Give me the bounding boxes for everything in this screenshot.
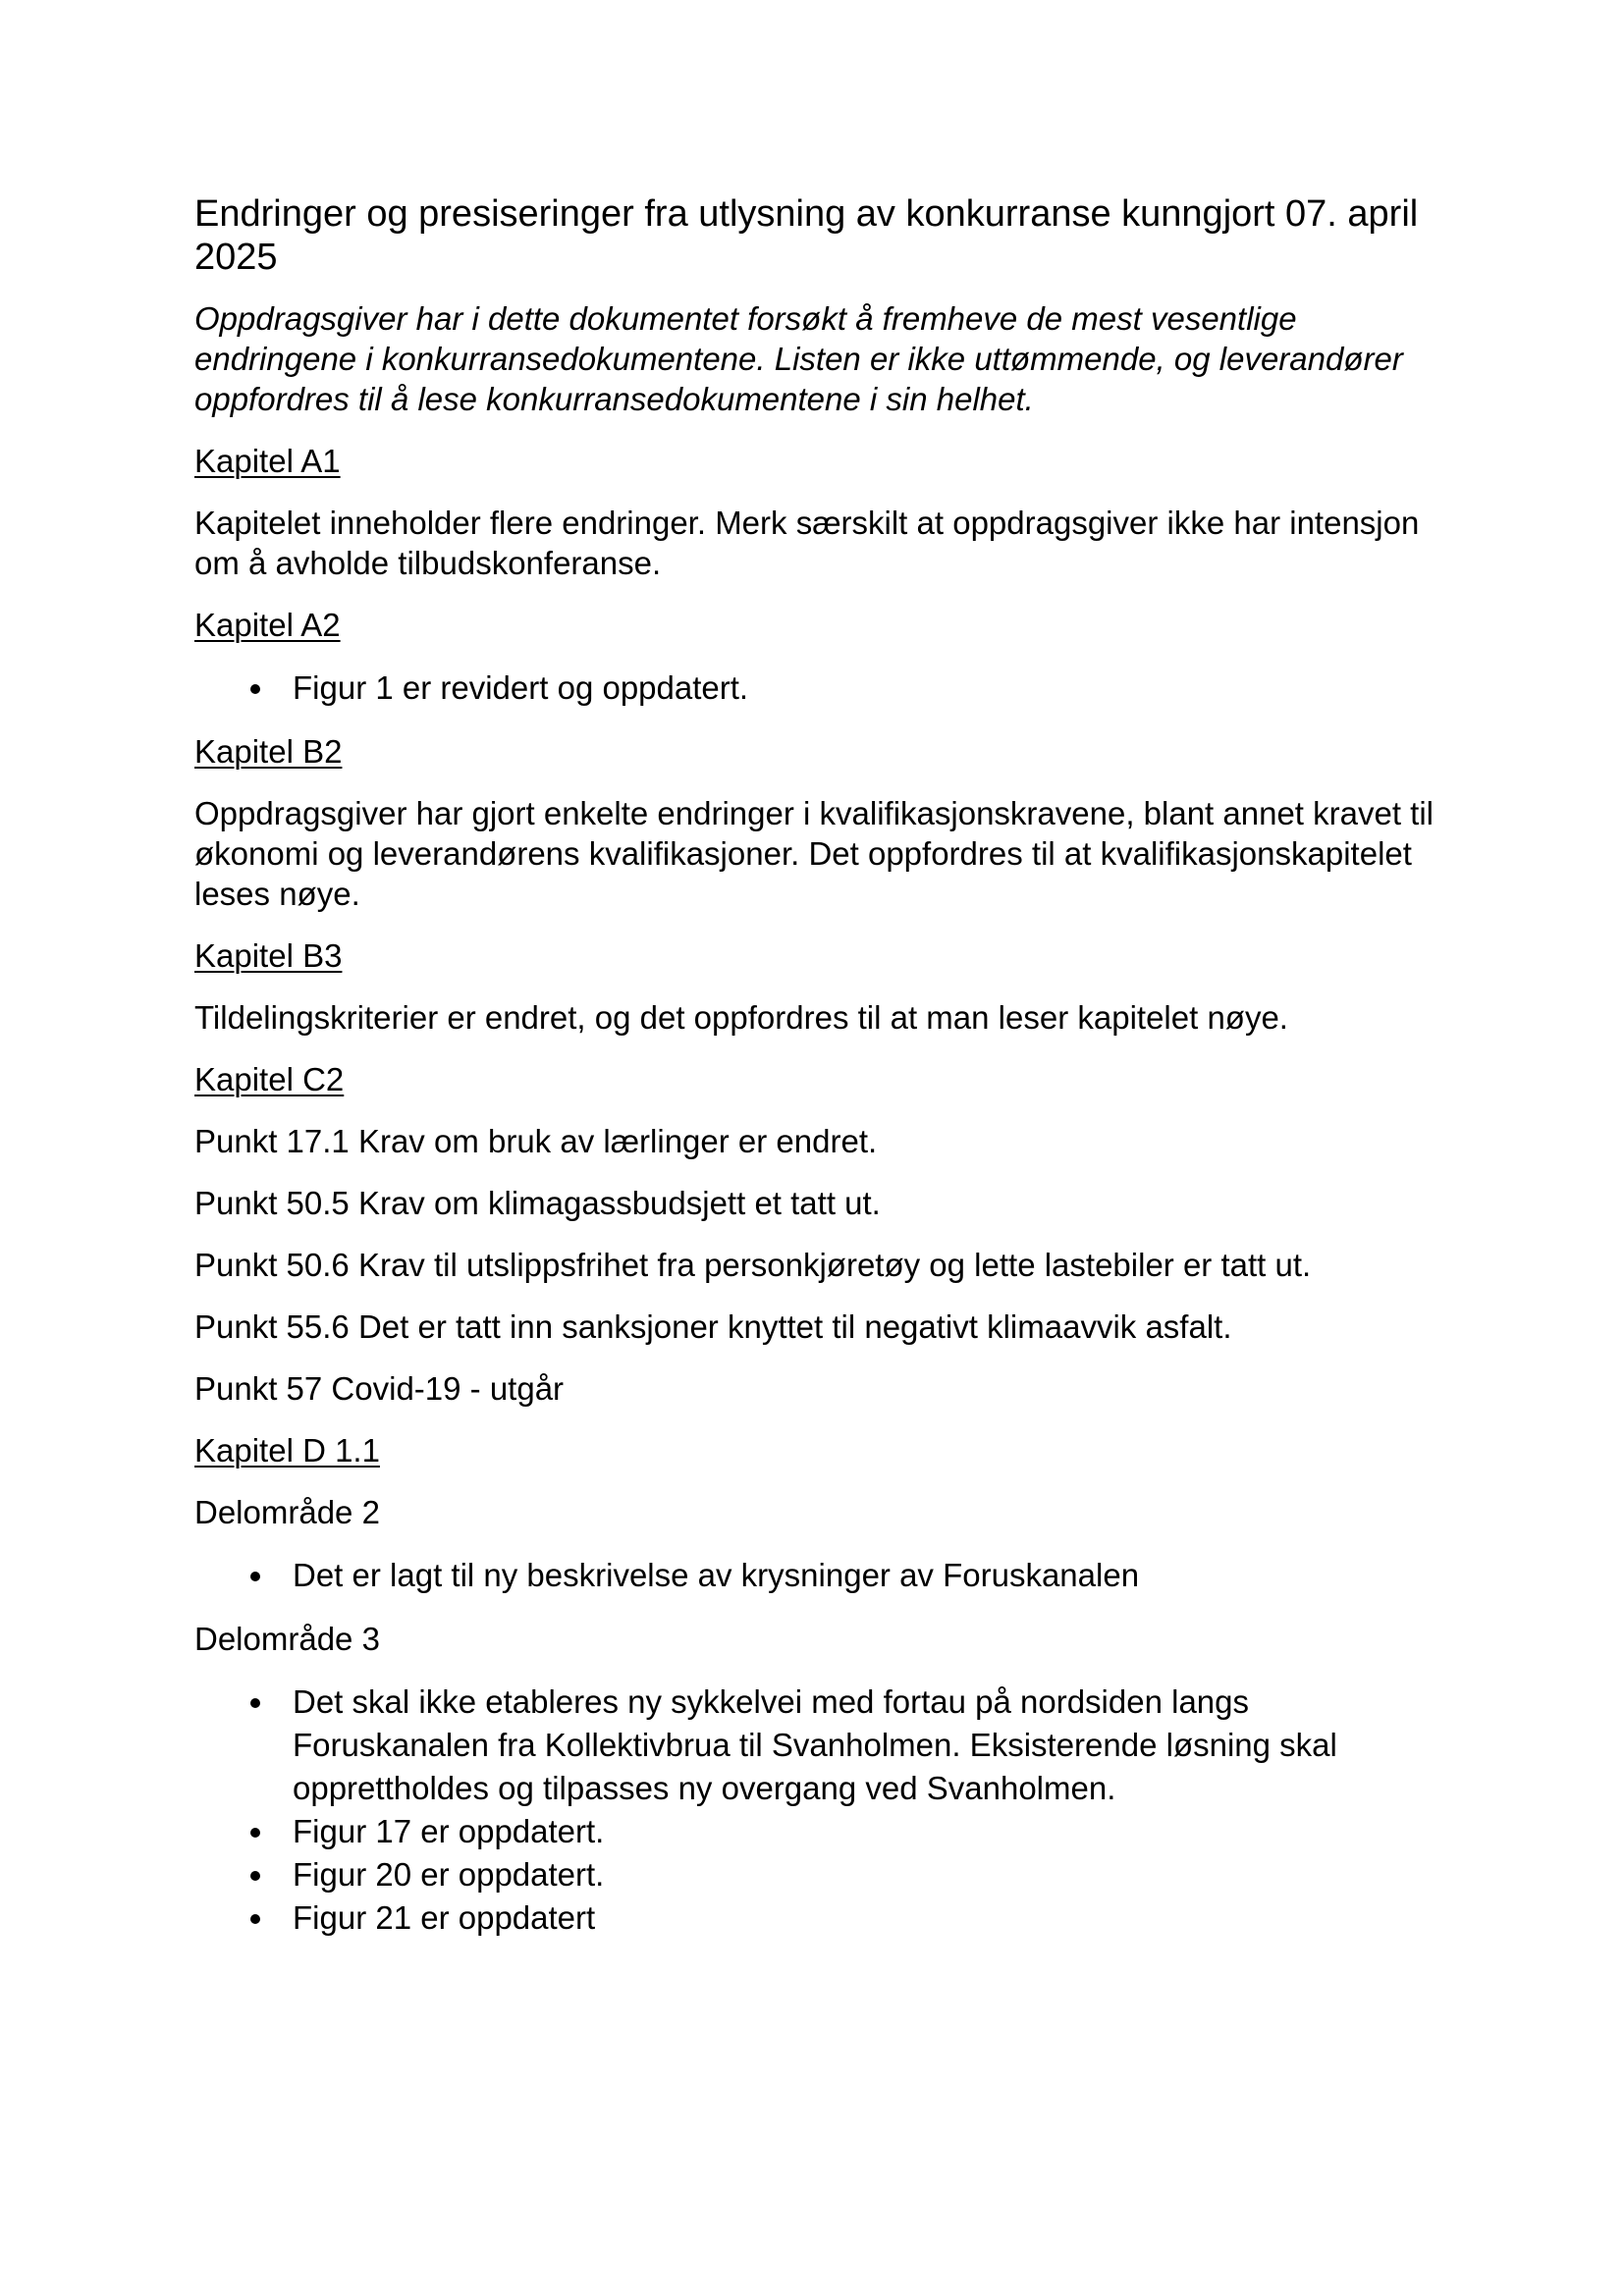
kapitel-c2-item: Punkt 50.6 Krav til utslippsfrihet fra personkjøretøy og lette lastebiler er tatt ut. — [194, 1247, 1312, 1283]
kapitel-c2-item: Punkt 17.1 Krav om bruk av lærlinger er endret. — [194, 1123, 878, 1159]
heading-kapitel-b2: Kapitel B2 — [194, 733, 343, 770]
list-item — [194, 1810, 1451, 1853]
list-item — [194, 1853, 1451, 1896]
list-item-text: Figur 17 er oppdatert. — [293, 1813, 605, 1849]
kapitel-a1-text: Kapitelet inneholder flere endringer. Merk særskilt at oppdragsgiver ikke har intensjon om å avholde tilbudskonferanse. — [194, 505, 1420, 581]
list-item — [194, 1681, 1451, 1810]
heading-kapitel-a2: Kapitel A2 — [194, 607, 341, 643]
list-item-text: Figur 1 er revidert og oppdatert. — [293, 669, 749, 706]
bullet-icon — [250, 1572, 260, 1581]
list-item-text: Det skal ikke etableres ny sykkelvei med fortau på nordsiden langs Foruskanalen fra Kollektivbrua til Svanholmen. Eksisterende løsning skal opprettholdes og tilpasses ny overgang ved Svanholmen. — [293, 1683, 1337, 1806]
bullet-icon — [250, 1914, 260, 1924]
list-item — [194, 1896, 1451, 1940]
delomrade-2-label: Delområde 2 — [194, 1494, 380, 1530]
document-page — [194, 192, 1451, 1961]
bullet-icon — [250, 1828, 260, 1838]
list-item-text: Figur 21 er oppdatert — [293, 1899, 596, 1936]
kapitel-c2-item: Punkt 55.6 Det er tatt inn sanksjoner knyttet til negativt klimaavvik asfalt. — [194, 1308, 1232, 1345]
kapitel-c2-item: Punkt 57 Covid-19 - utgår — [194, 1370, 565, 1407]
bullet-icon — [250, 1871, 260, 1881]
bullet-icon — [250, 1698, 260, 1708]
bullet-icon — [250, 684, 260, 694]
kapitel-b3-text: Tildelingskriterier er endret, og det oppfordres til at man leser kapitelet nøye. — [194, 999, 1288, 1036]
heading-kapitel-d11: Kapitel D 1.1 — [194, 1432, 380, 1468]
heading-kapitel-c2: Kapitel C2 — [194, 1061, 345, 1097]
kapitel-c2-item: Punkt 50.5 Krav om klimagassbudsjett et tatt ut. — [194, 1185, 881, 1221]
delomrade-3-label: Delområde 3 — [194, 1621, 380, 1657]
kapitel-a2-list — [194, 667, 1451, 710]
list-item — [194, 1554, 1451, 1597]
heading-kapitel-b3: Kapitel B3 — [194, 937, 343, 974]
delomrade-3-list — [194, 1681, 1451, 1940]
list-item-text: Det er lagt til ny beskrivelse av krysninger av Foruskanalen — [293, 1557, 1140, 1593]
heading-kapitel-a1: Kapitel A1 — [194, 443, 341, 479]
intro-paragraph: Oppdragsgiver har i dette dokumentet forsøkt å fremheve de mest vesentlige endringene i konkurransedokumentene. Listen er ikke uttømmende, og leverandører oppfordres til å lese konkurransedokumentene i sin helhet. — [194, 300, 1403, 417]
kapitel-b2-text: Oppdragsgiver har gjort enkelte endringer i kvalifikasjonskravene, blant annet kravet til økonomi og leverandørens kvalifikasjoner. Det oppfordres til at kvalifikasjonskapitelet leses nøye. — [194, 795, 1435, 912]
document-title: Endringer og presiseringer fra utlysning av konkurranse kunngjort 07. april 2025 — [194, 193, 1419, 278]
list-item — [194, 667, 1451, 710]
list-item-text: Figur 20 er oppdatert. — [293, 1856, 605, 1893]
delomrade-2-list — [194, 1554, 1451, 1597]
